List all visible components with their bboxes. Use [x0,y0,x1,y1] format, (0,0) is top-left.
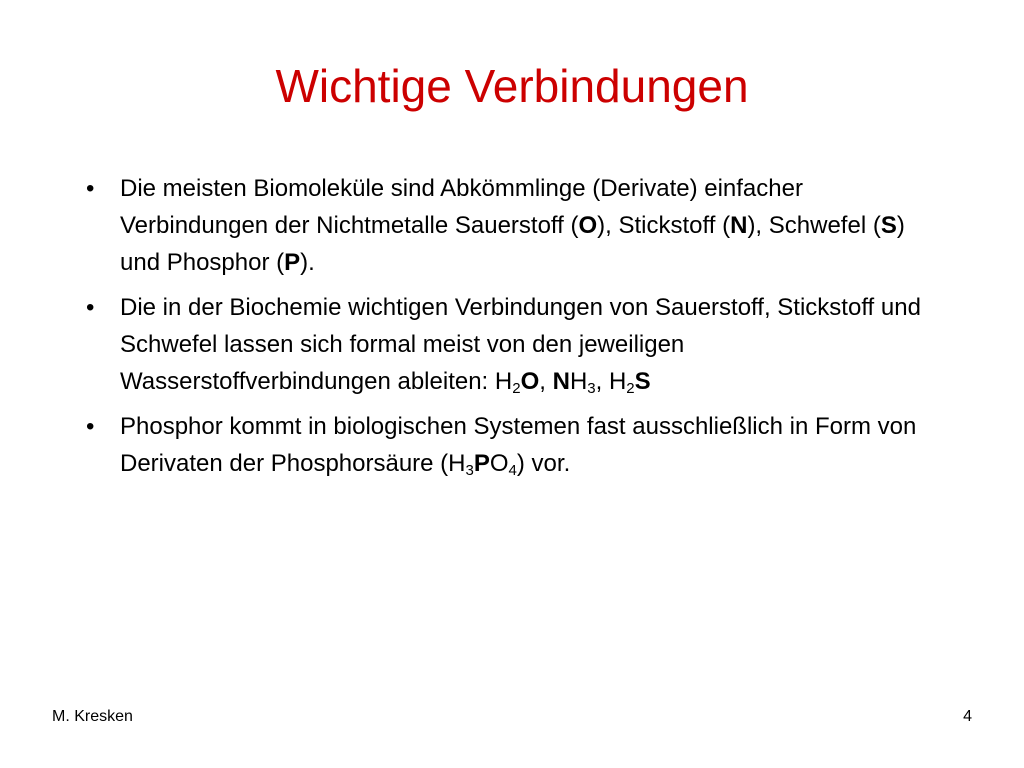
text-run: Phosphor kommt in biologischen Systemen fast ausschließlich in Form von Derivaten der Phosphorsäure (H [120,413,917,477]
text-run: , H [595,368,627,395]
text-run: , [539,368,553,395]
text-run: O [489,450,509,477]
bullet-text [120,294,921,395]
page-number: 4 [963,708,972,725]
text-run: ), Schwefel ( [747,212,881,239]
subscript: 2 [512,380,521,397]
footer-author: M. Kresken [52,708,133,725]
element-symbol: P [284,249,301,276]
bullet-text [120,175,905,276]
text-run: Die in der Biochemie wichtigen Verbindungen von Sauerstoff, Stickstoff und Schwefel lassen sich formal meist von den jeweiligen Wasserstoffverbindungen ableiten: H [120,294,921,395]
subscript: 4 [508,462,517,479]
element-symbol: O [520,368,540,395]
bullet-item [86,408,946,482]
subscript: 3 [587,380,596,397]
subscript: 3 [465,462,474,479]
subscript: 2 [626,380,635,397]
text-run: ) und Phosphor ( [120,212,905,276]
bullet-marker: • [86,413,95,440]
element-symbol: S [634,368,651,395]
bullet-text [120,413,916,477]
element-symbol: N [730,212,748,239]
text-run: ). [300,249,315,276]
text-run: ), Stickstoff ( [597,212,731,239]
element-symbol: N [552,368,570,395]
slide-title: Wichtige Verbindungen [275,60,749,112]
bullet-marker: • [86,175,95,202]
element-symbol: S [880,212,897,239]
text-run: H [569,368,588,395]
element-symbol: O [578,212,598,239]
text-run: Die meisten Biomoleküle sind Abkömmlinge (Derivate) einfacher Verbindungen der Nichtmetalle Sauerstoff ( [120,175,803,239]
bullet-item [86,289,946,400]
bullet-list [86,170,946,490]
element-symbol: P [473,450,490,477]
bullet-item [86,170,946,281]
bullet-marker: • [86,294,95,321]
text-run: ) vor. [516,450,571,477]
